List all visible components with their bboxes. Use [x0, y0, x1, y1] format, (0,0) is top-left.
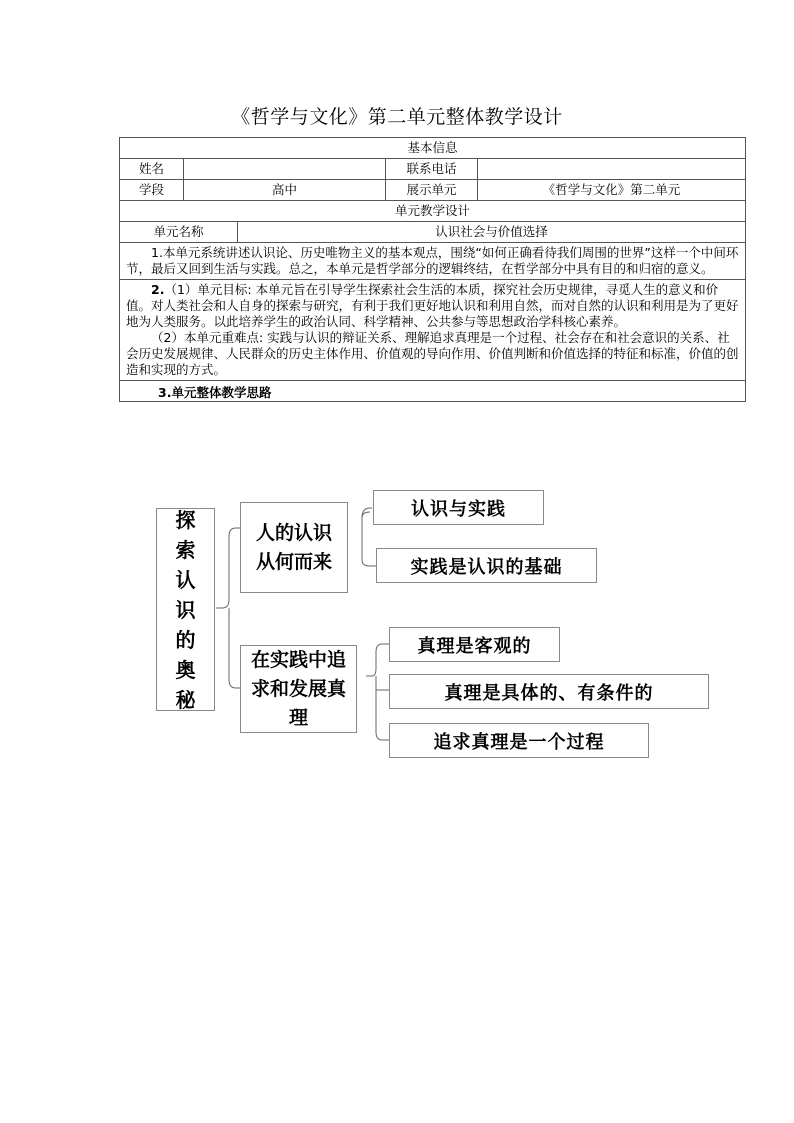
document-title: 《哲学与文化》第二单元整体教学设计 — [231, 106, 563, 128]
stage-value: 高中 — [184, 180, 386, 201]
section-3-label: 3.单元整体教学思路 — [158, 384, 272, 400]
branch-2-node: 在实践中追求和发展真理 — [240, 645, 357, 733]
phone-label: 联系电话 — [386, 159, 478, 180]
leaf-node: 实践是认识的基础 — [376, 548, 597, 583]
paragraph-2-text: （1）单元目标: 本单元旨在引导学生探索社会生活的本质，探究社会历史规律，寻觅人生的意义和价值。对人类社会和人自身的探索与研究，有利于我们更好地认识和利用自然，而对自然的认识和利用是为了更好地为人类服务。以此培养学生的政治认同、科学精神、公共参与等思想政治学科核心素养。 — [126, 282, 739, 329]
phone-value[interactable] — [478, 159, 746, 180]
unit-label: 展示单元 — [386, 180, 478, 201]
diagram-cell — [120, 381, 746, 402]
leaf-node: 追求真理是一个过程 — [389, 723, 649, 758]
root-node: 探索认识的奥秘 — [156, 508, 215, 711]
design-header: 单元教学设计 — [120, 201, 746, 222]
info-table — [119, 137, 746, 402]
unit-value: 《哲学与文化》第二单元 — [478, 180, 746, 201]
stage-label: 学段 — [120, 180, 184, 201]
unit-name-value: 认识社会与价值选择 — [238, 222, 746, 243]
paragraph-1: 1.本单元系统讲述认识论、历史唯物主义的基本观点，围绕“如何正确看待我们周围的世界”这样一个中间环节，最后又回到生活与实践。总之，本单元是哲学部分的逻辑终结，在哲学部分中具有目的和归宿的意义。 — [120, 243, 746, 280]
leaf-node: 认识与实践 — [373, 490, 544, 525]
paragraph-2 — [120, 280, 746, 381]
basic-info-header: 基本信息 — [120, 138, 746, 159]
name-value[interactable] — [184, 159, 386, 180]
leaf-node: 真理是客观的 — [389, 627, 560, 662]
name-label: 姓名 — [120, 159, 184, 180]
paragraph-2-number: 2. — [151, 282, 165, 297]
leaf-node: 真理是具体的、有条件的 — [389, 674, 709, 709]
paragraph-3-text: （2）本单元重难点: 实践与认识的辩证关系、理解追求真理是一个过程、社会存在和社会意识的关系、社会历史发展规律、人民群众的历史主体作用、价值观的导向作用、价值判断和价值选择的特征和标准，价值的创造和实现的方式。 — [126, 330, 739, 377]
branch-1-node: 人的认识从何而来 — [240, 502, 348, 593]
unit-name-label: 单元名称 — [120, 222, 238, 243]
